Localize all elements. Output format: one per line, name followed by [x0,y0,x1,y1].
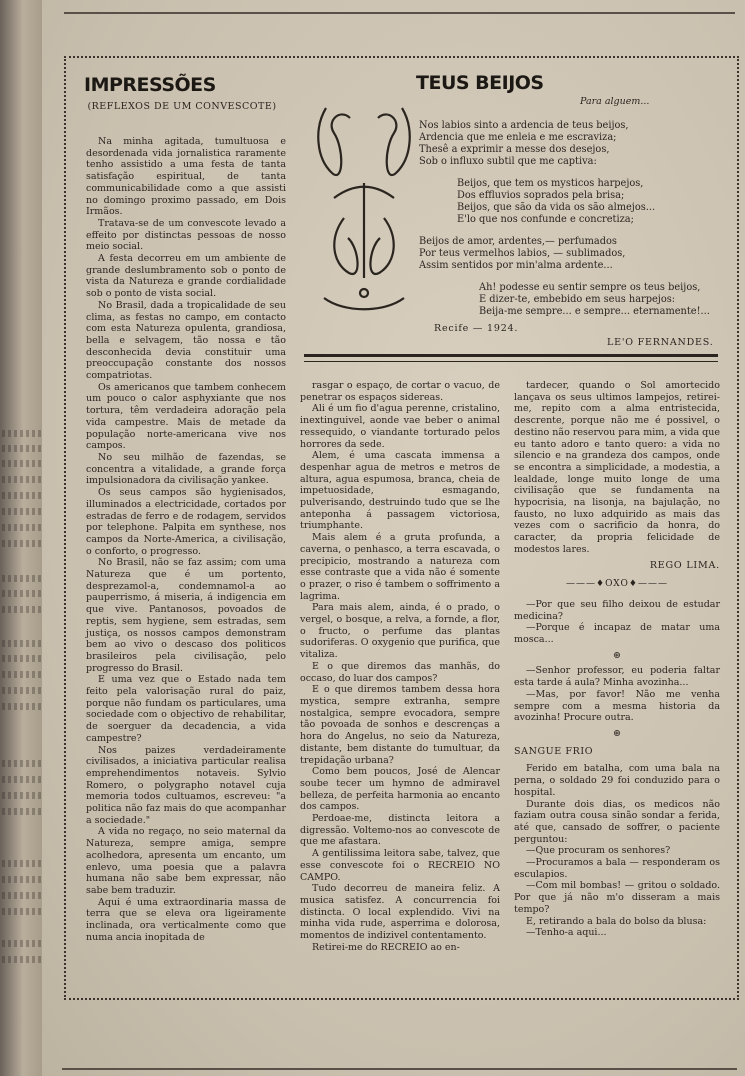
col2-paragraph: Mais alem é a gruta profunda, a caverna, o penhasco, a terra escavada, o precipicio, mostrando a natureza com esse contraste que a vida não é somente o prazer, o riso é tambem o soffrimento a lagrima. [300,532,500,602]
sangue-paragraph: —Que procuram os senhores? [526,845,671,857]
impressoes-column-1 [86,136,286,944]
beijos-title: TEUS BEIJOS [416,72,544,94]
col1-paragraph: Nos paizes verdadeiramente civilisados, a iniciativa particular realisa emprehendimentos notaveis. Sylvio Romero, o polygrapho notavel cuja memoria todos cultuamos, escreveu: "a politica não faz mais do que acompanhar a sociedade." [86,744,286,826]
ornament-mark: ⊛ [613,649,621,661]
poem-stanza [419,120,719,168]
sangue-paragraph: Ferido em batalha, com uma bala na perna, o soldado 29 foi conduzido para o hospital. [514,763,720,798]
section-divider-thin [304,361,718,362]
sangue-paragraph: —Tenho-a aqui... [526,927,607,939]
col2-paragraph: Perdoae-me, distincta leitora a digressão. Voltemo-nos ao convescote de que me afastara. [300,813,500,848]
adjacent-page-edge [0,0,42,1076]
ornamental-illustration [304,88,424,323]
joke1-paragraph: —Por que seu filho deixou de estudar medicina? [514,598,720,622]
col1-paragraph: Aqui é uma extraordinaria massa de terra que se eleva ora ligeiramente inclinada, ora verticalmente como que numa ancia inopitada de [86,896,286,943]
poem-line: Nos labios sinto a ardencia de teus beijos, [419,120,629,131]
sangue-paragraph: E, retirando a bala do bolso da blusa: [526,915,707,927]
col1-paragraph: Os seus campos são hygienisados, illuminados a electricidade, cortados por estradas de ferro e de rodagem, servidos por telephone. Palpita em synthese, nos campos da Norte-America, a civilisação, o conforto, o progresso. [86,487,286,557]
impressoes-author: REGO LIMA. [649,559,720,571]
right-column [514,380,720,939]
col2-paragraph: E o que diremos tambem dessa hora mystica, sempre extranha, sempre nostalgica, sempre evocadora, sempre tão povoada de sonhos e descrenças a hora do Angelus, no seio da Natureza, distante, bem distante do tumultuar, da trepidação urbana? [300,684,500,766]
col1-paragraph: Na minha agitada, tumultuosa e desordenada vida jornalistica raramente tenho assistido a uma festa de tanta satisfação espiritual, de tanta communicabilidade como a que assisti no domingo proximo passado, em Dois Irmãos. [86,136,286,218]
col1-paragraph: No seu milhão de fazendas, se concentra a vitalidade, a grande força impulsionadora da civilisação yankee. [86,451,286,487]
poem-line: Por teus vermelhos labios, — sublimados, [419,248,626,259]
newspaper-page [42,0,745,1076]
beijos-place-date: Recife — 1924. [434,323,519,334]
beijos-author: LE'O FERNANDES. [607,337,714,348]
bottom-rule [62,1068,737,1070]
col2-paragraph: Retirei-me do RECREIO ao en- [312,941,460,953]
col2-paragraph: Para mais alem, ainda, é o prado, o vergel, o bosque, a relva, a fornde, a flor, o fructo, o perfume das plantas sudoriferas. O oxygenio que purifica, que vitaliza. [300,602,500,661]
col2-paragraph: Alem, é uma cascata immensa a despenhar agua de metros e metros de altura, agua espumosa, branca, cheia de impetuosidade, esmagando, pulverisando, destruindo tudo que se lhe anteponha á passagem victoriosa, triumphante. [300,450,500,532]
col2-paragraph: E o que diremos das manhãs, do occaso, do luar dos campos? [300,660,500,684]
impressoes-subtitle: (REFLEXOS DE UM CONVESCOTE) [87,101,277,112]
sangue-frio-text [514,763,720,939]
poem-line: Beijos, que são da vida os são almejos... [457,202,656,213]
col1-paragraph: Os americanos que tambem conhecem um pouco o calor asphyxiante que nos tortura, têm verdadeira adoração pela vida campestre. Mais de metade da população norte-americana vive nos campos. [86,381,286,452]
col1-paragraph: No Brasil, dada a tropicalidade de seu clima, as festas no campo, em contacto com esta Natureza opulenta, grandiosa, bella e selvagem, tão nossa e tão desconhecida devia constituir uma preoccupação constante dos nossos compatriotas. [86,299,286,382]
col1-paragraph: E uma vez que o Estado nada tem feito pela valorisação rural do paiz, porque não fundam os particulares, uma sociedade com o objectivo de rehabilitar, de soerguer da decadencia, a vida campestre? [86,674,286,744]
poem-line: Beija-me sempre... e sempre... eternamente!... [479,306,710,317]
poem-line: Sob o influxo subtil que me captiva: [419,156,597,167]
poem-line: Thesê a exprimir a messe dos desejos, [419,144,610,155]
beijos-dedication: Para alguem... [580,96,650,107]
poem-line: E'lo que nos confunde e concretiza; [457,214,634,225]
poem-line: Beijos, que tem os mysticos harpejos, [457,178,644,189]
section-divider-thick [304,354,718,357]
col1-paragraph: A vida no regaço, no seio maternal da Natureza, sempre amiga, sempre acolhedora, apresenta um encanto, um enlevo, uma poesia que a palavra humana não sabe bem expressar, não sabe bem traduzir. [86,826,286,896]
col1-paragraph: A festa decorreu em um ambiente de grande deslumbramento sob o ponto de vista da Natureza e grande cordialidade sob o ponto de vista social. [86,253,286,300]
col1-paragraph: No Brasil, não se faz assim; com uma Natureza que é um portento, desprezamol-a, condemnamol-a ao pauperrismo, á miseria, á indigencia em que vive. Pantanosos, povoados de reptis, sem hygiene, sem estradas, sem justiça, os nossos campos demonstram bem ao vivo o descaso dos politicos brasileiros pela civilisação, pelo progresso do Brasil. [86,557,286,674]
impressoes-column-2 [300,380,500,953]
poem-stanza [419,236,719,272]
top-rule [64,12,735,14]
sangue-paragraph: Durante dois dias, os medicos não faziam outra cousa sinão sondar a ferida, até que, cansado de soffrer, o paciente perguntou: [514,798,720,845]
joke-avozinha [514,665,720,724]
sangue-paragraph: —Com mil bombas! — gritou o soldado. Por que já não m'o disseram a mais tempo? [514,880,720,915]
beijos-poem [419,120,719,328]
col1-paragraph: Tratava-se de um convescote levado a effeito por distinctas pessoas de nosso meio social. [86,217,286,253]
ornament-separator: ———♦OXO♦——— [566,579,668,590]
poem-line: Ardencia que me enleia e me escraviza; [419,132,617,143]
poem-line: Beijos de amor, ardentes,— perfumados [419,236,617,247]
poem-stanza [419,282,719,318]
impressoes-column-3 [514,380,720,556]
sangue-frio-title: SANGUE FRIO [514,745,594,757]
joke2-paragraph: —Mas, por favor! Não me venha sempre com a mesma historia da avozinha! Procure outra. [514,688,720,724]
col2-paragraph: Como bem poucos, José de Alencar soube tecer um hymno de admiravel belleza, de perfeita harmonia ao encanto dos campos. [300,766,500,813]
col2-paragraph: rasgar o espaço, de cortar o vacuo, de penetrar os espaços sidereas. [300,380,500,403]
joke2-paragraph: —Senhor professor, eu poderia faltar esta tarde á aula? Minha avozinha... [514,665,720,689]
col2-paragraph: Tudo decorreu de maneira feliz. A musica satisfez. A concurrencia foi distincta. O local explendido. Vivi na minha vida rude, asperrima e dolorosa, momentos de indizivel contentamento. [300,883,500,942]
poem-line: Dos effluvios soprados pela brisa; [457,190,625,201]
col3-paragraph: tardecer, quando o Sol amortecido lançava os seus ultimos lampejos, retirei-me, repito com a alma entristecida, descrente, porque não me é possivel, o destino não reservou para mim, a vida que eu tanto adoro e tanto quero: a vida no silencio e na grandeza dos campos, onde se encontra a simplicidade, a modestia, a lealdade, longe muito longe de uma civilisação que se fundamenta na hypocrisia, na lisonja, na bajulação, no fausto, no luxo adquirido as mais das vezes com o sacrificio da honra, do caracter, da propria felicidade de modestos lares. [514,380,720,555]
poem-line: Ah! podesse eu sentir sempre os teus beijos, [479,282,701,293]
poem-stanza [419,178,719,226]
ornament-mark-2: ⊛ [613,727,621,739]
col2-paragraph: A gentilissima leitora sabe, talvez, que esse convescote foi o RECREIO NO CAMPO. [300,848,500,883]
joke1-paragraph: —Porque é incapaz de matar uma mosca... [514,622,720,646]
joke-medicina [514,599,720,646]
impressoes-title: IMPRESSÕES [84,74,216,96]
col2-paragraph: Ali é um fio d'agua perenne, cristalino, inextinguivel, aonde vae beber o animal ressequido, o viandante torturado pelos horrores da sede. [300,403,500,450]
poem-line: Assim sentidos por min'alma ardente... [419,260,613,271]
sangue-paragraph: —Procuramos a bala — responderam os esculapios. [514,857,720,880]
poem-line: E dizer-te, embebido em seus harpejos: [479,294,676,305]
